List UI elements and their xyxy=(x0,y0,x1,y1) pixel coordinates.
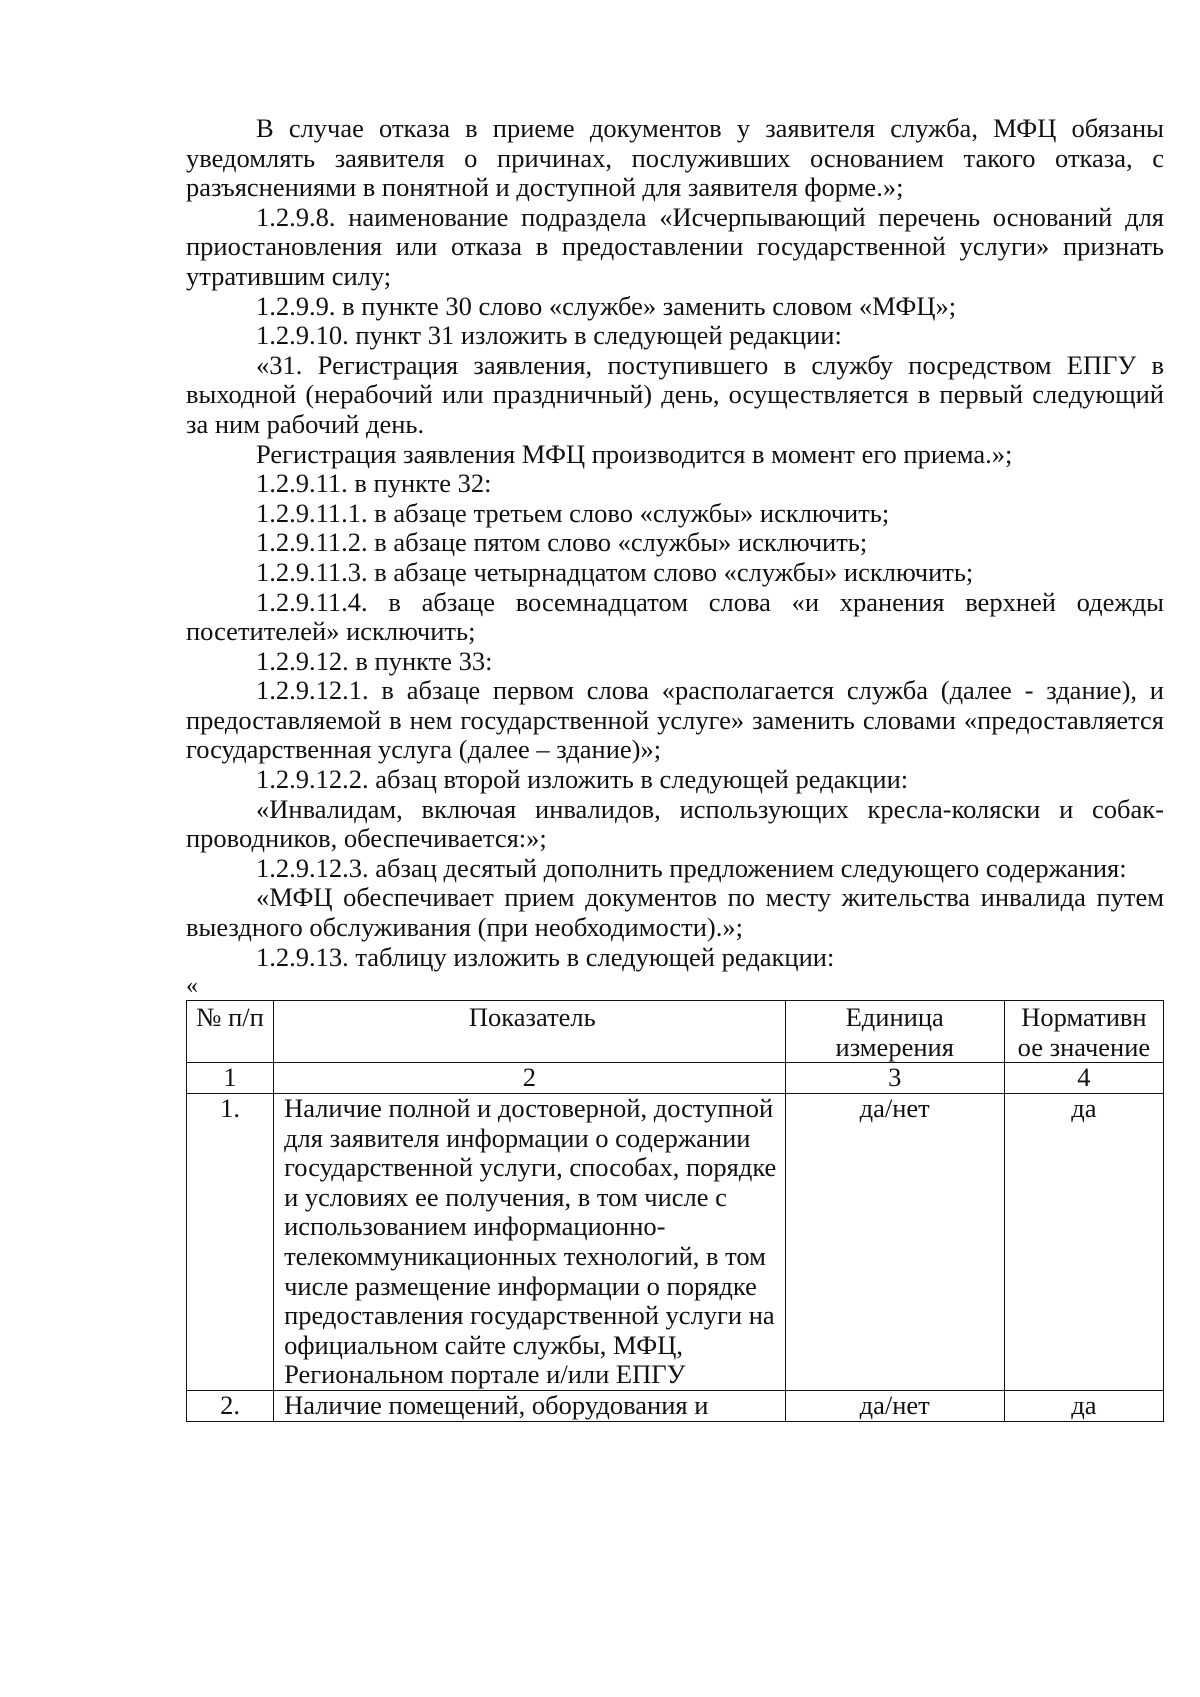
row-norm: да xyxy=(1004,1390,1163,1421)
row-unit: да/нет xyxy=(785,1094,1004,1391)
row-norm: да xyxy=(1004,1094,1163,1391)
document-page xyxy=(186,114,1164,1422)
paragraph-refusal-notice: В случае отказа в приеме документов у заявителя служба, МФЦ обязаны уведомлять заявителя о причинах, послуживших основанием такого отказа, с разъяснениями в понятной и доступной для заявителя форме.»; xyxy=(186,113,1164,203)
paragraph-1-2-9-12: 1.2.9.12. в пункте 33: xyxy=(256,645,493,676)
table-opening-quote: « xyxy=(186,973,198,1000)
paragraph-1-2-9-9: 1.2.9.9. в пункте 30 слово «службе» заменить словом «МФЦ»; xyxy=(256,290,957,321)
paragraph-mfc-home-service: «МФЦ обеспечивает прием документов по месту жительства инвалида путем выездного обслуживания (при необходимости).»; xyxy=(186,882,1164,943)
row-number: 1. xyxy=(187,1094,274,1391)
paragraph-1-2-9-13: 1.2.9.13. таблицу изложить в следующей редакции: xyxy=(256,941,835,972)
table-row xyxy=(187,1094,1164,1391)
table-column-numbers-row xyxy=(187,1063,1164,1094)
row-indicator: Наличие полной и достоверной, доступной для заявителя информации о содержании государственной услуги, способах, порядке и условиях ее получения, в том числе с использованием информационно-телекоммуникационных технологий, в том числе размещение информации о порядке предоставления государственной услуги на официальном сайте службы, МФЦ, Региональном портале и/или ЕПГУ xyxy=(274,1094,786,1391)
paragraph-1-2-9-12-1: 1.2.9.12.1. в абзаце первом слова «располагается служба (далее - здание), и предоставляемой в нем государственной услуге» заменить словами «предоставляется государственная услуга (далее – здание)»; xyxy=(186,675,1164,765)
paragraph-1-2-9-12-2: 1.2.9.12.2. абзац второй изложить в следующей редакции: xyxy=(256,764,909,795)
table-row xyxy=(187,1390,1164,1421)
paragraph-1-2-9-8: 1.2.9.8. наименование подраздела «Исчерпывающий перечень оснований для приостановления или отказа в предоставлении государственной услуги» признать утратившим силу; xyxy=(186,201,1164,291)
row-indicator: Наличие помещений, оборудования и xyxy=(274,1390,786,1421)
column-number: 3 xyxy=(785,1063,1004,1094)
header-norm: Нормативн ое значение xyxy=(1004,1001,1163,1063)
header-number: № п/п xyxy=(187,1001,274,1063)
column-number: 4 xyxy=(1004,1063,1163,1094)
paragraph-1-2-9-12-3: 1.2.9.12.3. абзац десятый дополнить предложением следующего содержания: xyxy=(256,852,1127,883)
paragraph-mfc-registration: Регистрация заявления МФЦ производится в момент его приема.»; xyxy=(256,438,1013,469)
column-number: 1 xyxy=(187,1063,274,1094)
row-number: 2. xyxy=(187,1390,274,1421)
paragraph-1-2-9-11-4: 1.2.9.11.4. в абзаце восемнадцатом слова «и хранения верхней одежды посетителей» исключить; xyxy=(186,586,1164,647)
paragraph-1-2-9-11: 1.2.9.11. в пункте 32: xyxy=(256,468,492,499)
row-unit: да/нет xyxy=(785,1390,1004,1421)
paragraph-1-2-9-11-1: 1.2.9.11.1. в абзаце третьем слово «службы» исключить; xyxy=(256,497,890,528)
header-unit: Единица измерения xyxy=(785,1001,1004,1063)
paragraph-1-2-9-10: 1.2.9.10. пункт 31 изложить в следующей редакции: xyxy=(256,320,842,351)
paragraph-disabled-access: «Инвалидам, включая инвалидов, использующих кресла-коляски и собак-проводников, обеспечивается:»; xyxy=(186,793,1164,854)
paragraph-1-2-9-11-3: 1.2.9.11.3. в абзаце четырнадцатом слово «службы» исключить; xyxy=(256,556,974,587)
table-header-row xyxy=(187,1001,1164,1063)
header-indicator: Показатель xyxy=(274,1001,786,1063)
quality-indicators-table xyxy=(186,1000,1164,1421)
paragraph-point-31: «31. Регистрация заявления, поступившего в службу посредством ЕПГУ в выходной (нерабочий или праздничный) день, осуществляется в первый следующий за ним рабочий день. xyxy=(186,349,1164,439)
paragraph-1-2-9-11-2: 1.2.9.11.2. в абзаце пятом слово «службы» исключить; xyxy=(256,527,868,558)
column-number: 2 xyxy=(274,1063,786,1094)
